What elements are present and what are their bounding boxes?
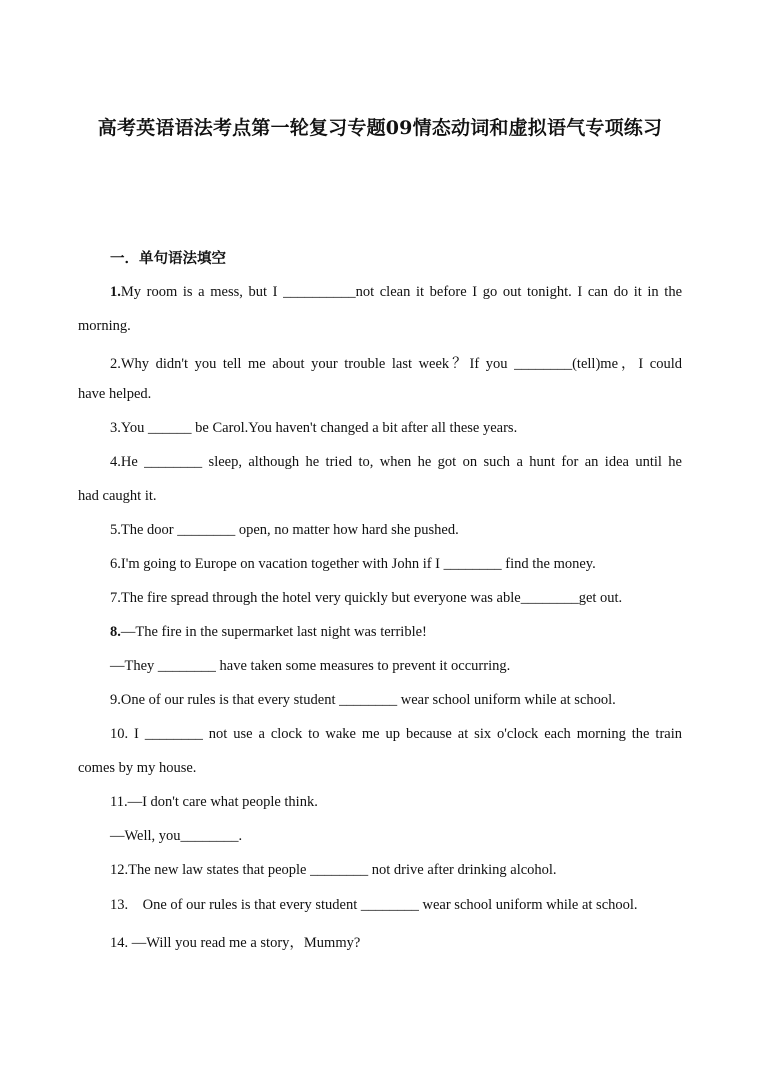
section-heading: 一．单句语法填空 — [110, 250, 226, 267]
question-12: 12.The new law states that people ________ not drive after drinking alcohol. — [110, 862, 557, 878]
question-2-line-1: 2.Why didn't you tell me about your trouble last week？If you ________(tell)me，I could — [110, 356, 682, 372]
question-2-line-2: have helped. — [78, 386, 152, 402]
question-1-line-1 — [110, 284, 682, 301]
question-7: 7.The fire spread through the hotel very quickly but everyone was able________get out. — [110, 590, 623, 606]
question-14: 14. —Will you read me a story，Mummy? — [110, 935, 361, 951]
question-4-line-1: 4.He ________ sleep, although he tried to, when he got on such a hunt for an idea until he — [110, 454, 682, 470]
question-10-line-2: comes by my house. — [78, 760, 197, 776]
question-9: 9.One of our rules is that every student ________ wear school uniform while at school. — [110, 692, 616, 708]
question-1-number: 1. — [110, 284, 121, 300]
question-10-line-1: 10. I ________ not use a clock to wake me up because at six o'clock each morning the train — [110, 726, 682, 742]
question-8-number: 8. — [110, 624, 121, 640]
question-8-text: —The fire in the supermarket last night was terrible! — [120, 624, 427, 640]
question-8-line-2: —They ________ have taken some measures to prevent it occurring. — [110, 658, 511, 674]
question-1-line-2: morning. — [78, 318, 131, 334]
question-6: 6.I'm going to Europe on vacation together with John if I ________ find the money. — [110, 556, 596, 572]
page-title: 高考英语语法考点第一轮复习专题09情态动词和虚拟语气专项练习 — [97, 117, 663, 139]
question-1-text: My room is a mess, but I __________not clean it before I go out tonight. I can do it in the — [120, 284, 682, 300]
question-4-line-2: had caught it. — [78, 488, 157, 504]
question-11-line-2: —Well, you________. — [110, 828, 243, 844]
question-11-line-1: 11.—I don't care what people think. — [110, 794, 318, 810]
question-3: 3.You ______ be Carol.You haven't changed a bit after all these years. — [110, 420, 518, 436]
question-8-line-1 — [110, 624, 427, 641]
question-5: 5.The door ________ open, no matter how hard she pushed. — [110, 522, 459, 538]
question-13: 13. One of our rules is that every student ________ wear school uniform while at school. — [110, 897, 638, 913]
